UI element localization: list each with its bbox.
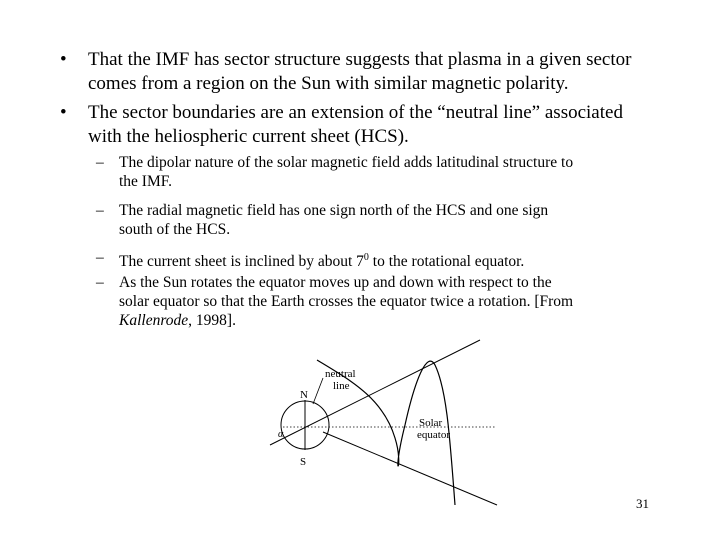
citation-year: , 1998]. bbox=[188, 312, 236, 329]
sub-bullet-line: As the Sun rotates the equator moves up and down with respect to the bbox=[119, 274, 552, 291]
sub-bullet-line-end: to the rotational equator. bbox=[368, 253, 525, 271]
sub-bullet-line: The dipolar nature of the solar magnetic field adds latitudinal structure to bbox=[119, 154, 574, 171]
sub-bullet-marker: – bbox=[96, 249, 104, 266]
lower-envelope-line bbox=[323, 432, 497, 505]
solar-equator-label-1: Solar bbox=[419, 417, 443, 429]
sub-bullet-line-start: The current sheet is inclined by about 7 bbox=[119, 253, 364, 271]
sub-bullet-line: solar equator so that the Earth crosses the equator twice a rotation. [From bbox=[119, 293, 574, 310]
bullet-text bbox=[88, 48, 698, 96]
sub-bullet-line: the IMF. bbox=[119, 173, 173, 190]
hcs-figure bbox=[255, 320, 505, 510]
page-number: 31 bbox=[636, 496, 649, 511]
neutral-line-label-2: line bbox=[333, 380, 350, 392]
sub-bullet-line: south of the HCS. bbox=[119, 221, 231, 238]
sub-bullet-marker: – bbox=[96, 154, 104, 171]
solar-equator-label-2: equator bbox=[417, 429, 450, 441]
bullet-line: That the IMF has sector structure suggests that plasma in a given sector bbox=[88, 49, 632, 70]
citation-author: Kallenrode bbox=[119, 312, 189, 329]
sub-bullet-line: The radial magnetic field has one sign north of the HCS and one sign bbox=[119, 202, 549, 219]
bullet-line: comes from a region on the Sun with similar magnetic polarity. bbox=[88, 73, 569, 94]
bullet-text bbox=[88, 101, 698, 149]
sub-bullet-text bbox=[119, 248, 659, 271]
neutral-line-pointer bbox=[313, 378, 323, 404]
bullet-line: The sector boundaries are an extension of the “neutral line” associated bbox=[88, 102, 623, 123]
bullet-marker: • bbox=[60, 49, 67, 70]
hcs-diagram bbox=[255, 320, 505, 510]
sub-bullet-marker: – bbox=[96, 202, 104, 219]
bullet-line: with the heliospheric current sheet (HCS). bbox=[88, 126, 409, 147]
south-label: S bbox=[300, 456, 307, 468]
sub-bullet-text bbox=[119, 201, 659, 239]
alpha-label: α bbox=[278, 429, 284, 440]
degree-superscript: 0 bbox=[363, 252, 369, 263]
bullet-marker: • bbox=[60, 102, 67, 123]
sub-bullet-marker: – bbox=[96, 274, 104, 291]
north-label: N bbox=[300, 389, 308, 401]
neutral-line-label-1: neutral bbox=[325, 368, 356, 380]
sub-bullet-text bbox=[119, 153, 659, 191]
